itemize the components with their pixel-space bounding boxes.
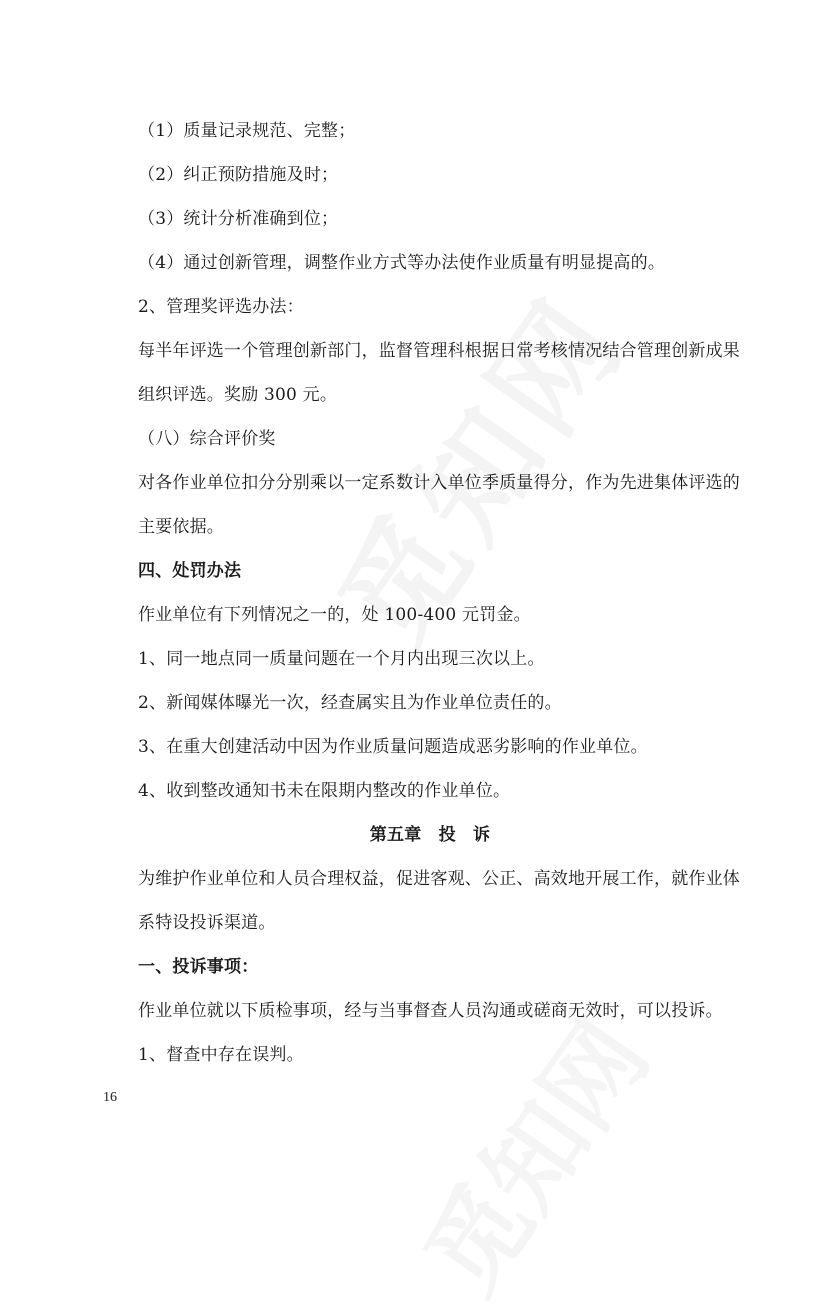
list-item: 3、在重大创建活动中因为作业质量问题造成恶劣影响的作业单位。 — [138, 737, 648, 757]
chapter-title: 第五章 投 诉 — [369, 825, 491, 845]
list-item: 1、同一地点同一质量问题在一个月内出现三次以上。 — [138, 649, 545, 669]
list-item: （2）纠正预防措施及时； — [138, 165, 339, 185]
paragraph-line: 为维护作业单位和人员合理权益，促进客观、公正、高效地开展工作，就作业体 — [138, 869, 740, 889]
list-item: 4、收到整改通知书未在限期内整改的作业单位。 — [138, 781, 511, 801]
section-subheading: （八）综合评价奖 — [138, 429, 276, 449]
paragraph-line: 作业单位就以下质检事项，经与当事督查人员沟通或磋商无效时，可以投诉。 — [138, 1001, 723, 1021]
watermark-bottom — [385, 988, 675, 1316]
paragraph-line: 主要依据。 — [138, 517, 224, 537]
list-item: （4）通过创新管理，调整作业方式等办法使作业质量有明显提高的。 — [138, 253, 666, 273]
paragraph-line: 系特设投诉渠道。 — [138, 913, 276, 933]
section-heading: 四、处罚办法 — [138, 561, 242, 581]
list-item: 1、督查中存在误判。 — [138, 1045, 304, 1065]
paragraph-line: 每半年评选一个管理创新部门，监督管理科根据日常考核情况结合管理创新成果 — [138, 341, 740, 361]
page-number: 16 — [103, 1090, 117, 1105]
list-item: （1）质量记录规范、完整； — [138, 121, 356, 141]
section-subheading: 2、管理奖评选办法： — [138, 297, 304, 317]
paragraph-line: 对各作业单位扣分分别乘以一定系数计入单位季质量得分，作为先进集体评选的 — [138, 473, 740, 493]
list-item: 2、新闻媒体曝光一次，经查属实且为作业单位责任的。 — [138, 693, 562, 713]
list-item: （3）统计分析准确到位； — [138, 209, 339, 229]
paragraph-line: 组织评选。奖励 300 元。 — [138, 385, 338, 405]
paragraph-line: 作业单位有下列情况之一的，处 100-400 元罚金。 — [138, 605, 531, 625]
section-heading: 一、投诉事项： — [138, 957, 259, 977]
